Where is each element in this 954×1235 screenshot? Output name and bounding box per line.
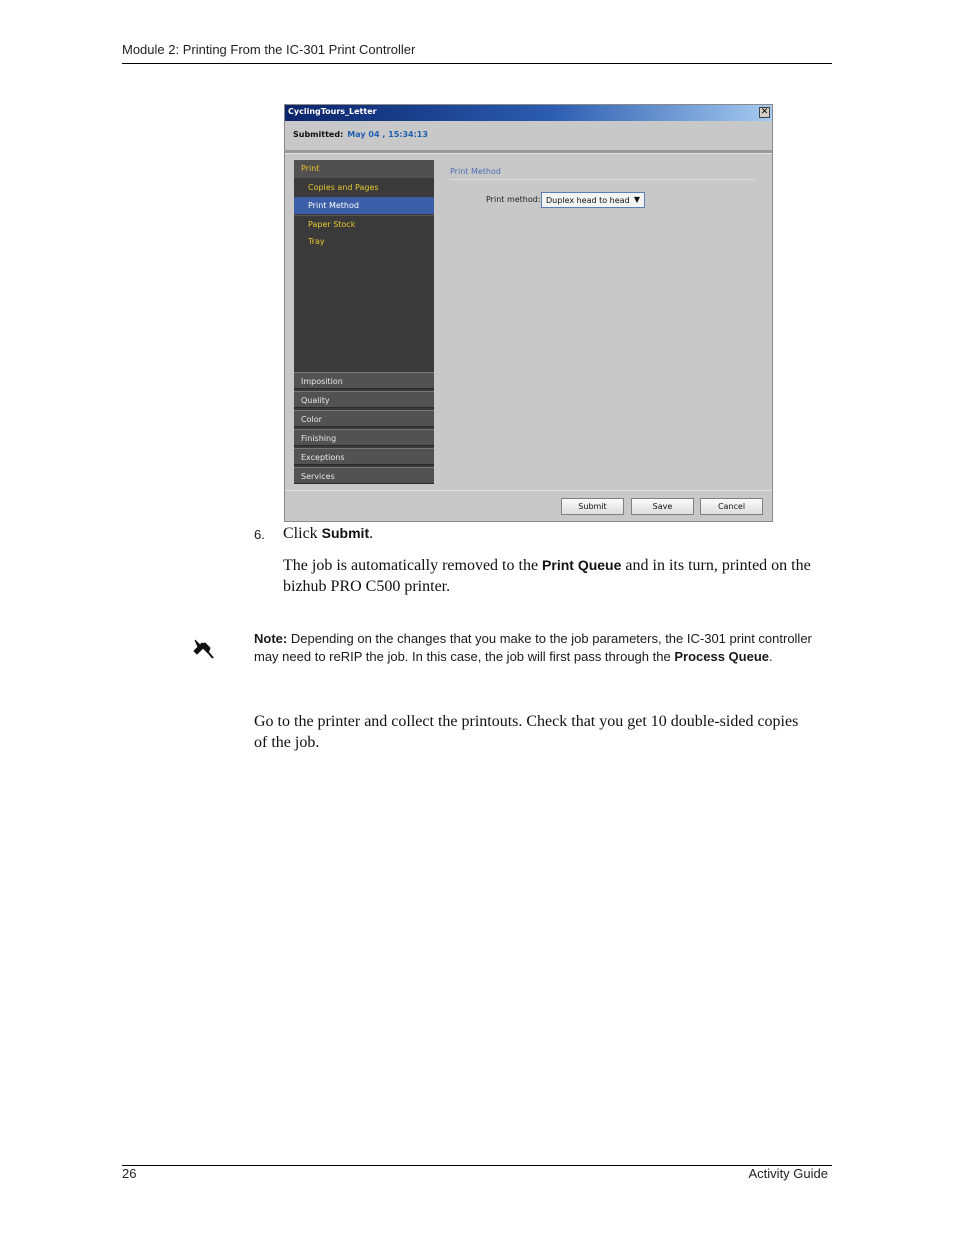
submitted-value: May 04 , 15:34:13: [347, 130, 428, 139]
print-method-select[interactable]: [541, 192, 645, 208]
nav-section-finishing[interactable]: Finishing: [294, 429, 434, 446]
chevron-down-icon: ▼: [633, 195, 640, 204]
dialog-titlebar: [285, 105, 772, 121]
paragraph1-part1: The job is automatically removed to the: [283, 557, 539, 574]
note-label: Note:: [254, 631, 288, 646]
note-period: .: [769, 649, 773, 664]
dialog-title: CyclingTours_Letter: [288, 107, 377, 116]
step-target: Submit: [321, 525, 370, 541]
nav-item-paper-stock[interactable]: Paper Stock: [294, 215, 434, 232]
step-text: [283, 525, 373, 543]
nav-section-print[interactable]: Print: [294, 160, 434, 178]
paragraph1-part2: and in its turn, printed on the bizhub PRO C500 printer.: [283, 557, 811, 595]
pane-title: Print Method: [450, 167, 501, 176]
step-period: .: [369, 525, 374, 542]
nav-section-exceptions[interactable]: Exceptions: [294, 448, 434, 465]
parameter-nav: [294, 160, 434, 484]
footer-separator: [285, 490, 772, 491]
footer-guide-title: Activity Guide: [748, 1166, 828, 1181]
note-text: Depending on the changes that you make to the job parameters, the IC-301 print controller may need to reRIP the job. In this case, the job will first pass through the: [254, 631, 812, 664]
page-number: 26: [122, 1166, 137, 1181]
dialog-separator: [285, 150, 772, 154]
save-button[interactable]: Save: [631, 498, 694, 515]
pane-rule: [450, 179, 755, 180]
cancel-button[interactable]: Cancel: [700, 498, 763, 515]
note-queue: Process Queue: [674, 649, 769, 664]
nav-section-services[interactable]: Services: [294, 467, 434, 484]
print-method-label: Print method:: [486, 195, 541, 204]
header-rule: [122, 63, 832, 64]
nav-section-quality[interactable]: Quality: [294, 391, 434, 408]
step-number: 6.: [254, 527, 265, 542]
paragraph-print-queue: [283, 555, 831, 597]
note: [254, 630, 814, 666]
running-header: Module 2: Printing From the IC-301 Print Controller: [122, 42, 416, 57]
paragraph-collect-printouts: Go to the printer and collect the printouts. Check that you get 10 double-sided copies of the job.: [254, 713, 799, 751]
step-click-word: Click: [283, 525, 318, 542]
job-parameters-dialog: [284, 104, 773, 522]
submit-button[interactable]: Submit: [561, 498, 624, 515]
pushpin-icon: [191, 639, 215, 661]
nav-item-copies-and-pages[interactable]: Copies and Pages: [308, 183, 379, 192]
nav-section-color[interactable]: Color: [294, 410, 434, 427]
close-icon[interactable]: ✕: [760, 107, 769, 117]
nav-item-print-method[interactable]: Print Method: [294, 197, 434, 214]
nav-section-imposition[interactable]: Imposition: [294, 372, 434, 389]
submitted-info: [293, 130, 428, 139]
nav-item-tray[interactable]: Tray: [308, 237, 325, 246]
submitted-label: Submitted:: [293, 130, 344, 139]
print-method-value: Duplex head to head: [546, 196, 630, 205]
footer-rule: [122, 1165, 832, 1166]
paragraph1-queue: Print Queue: [542, 557, 622, 573]
